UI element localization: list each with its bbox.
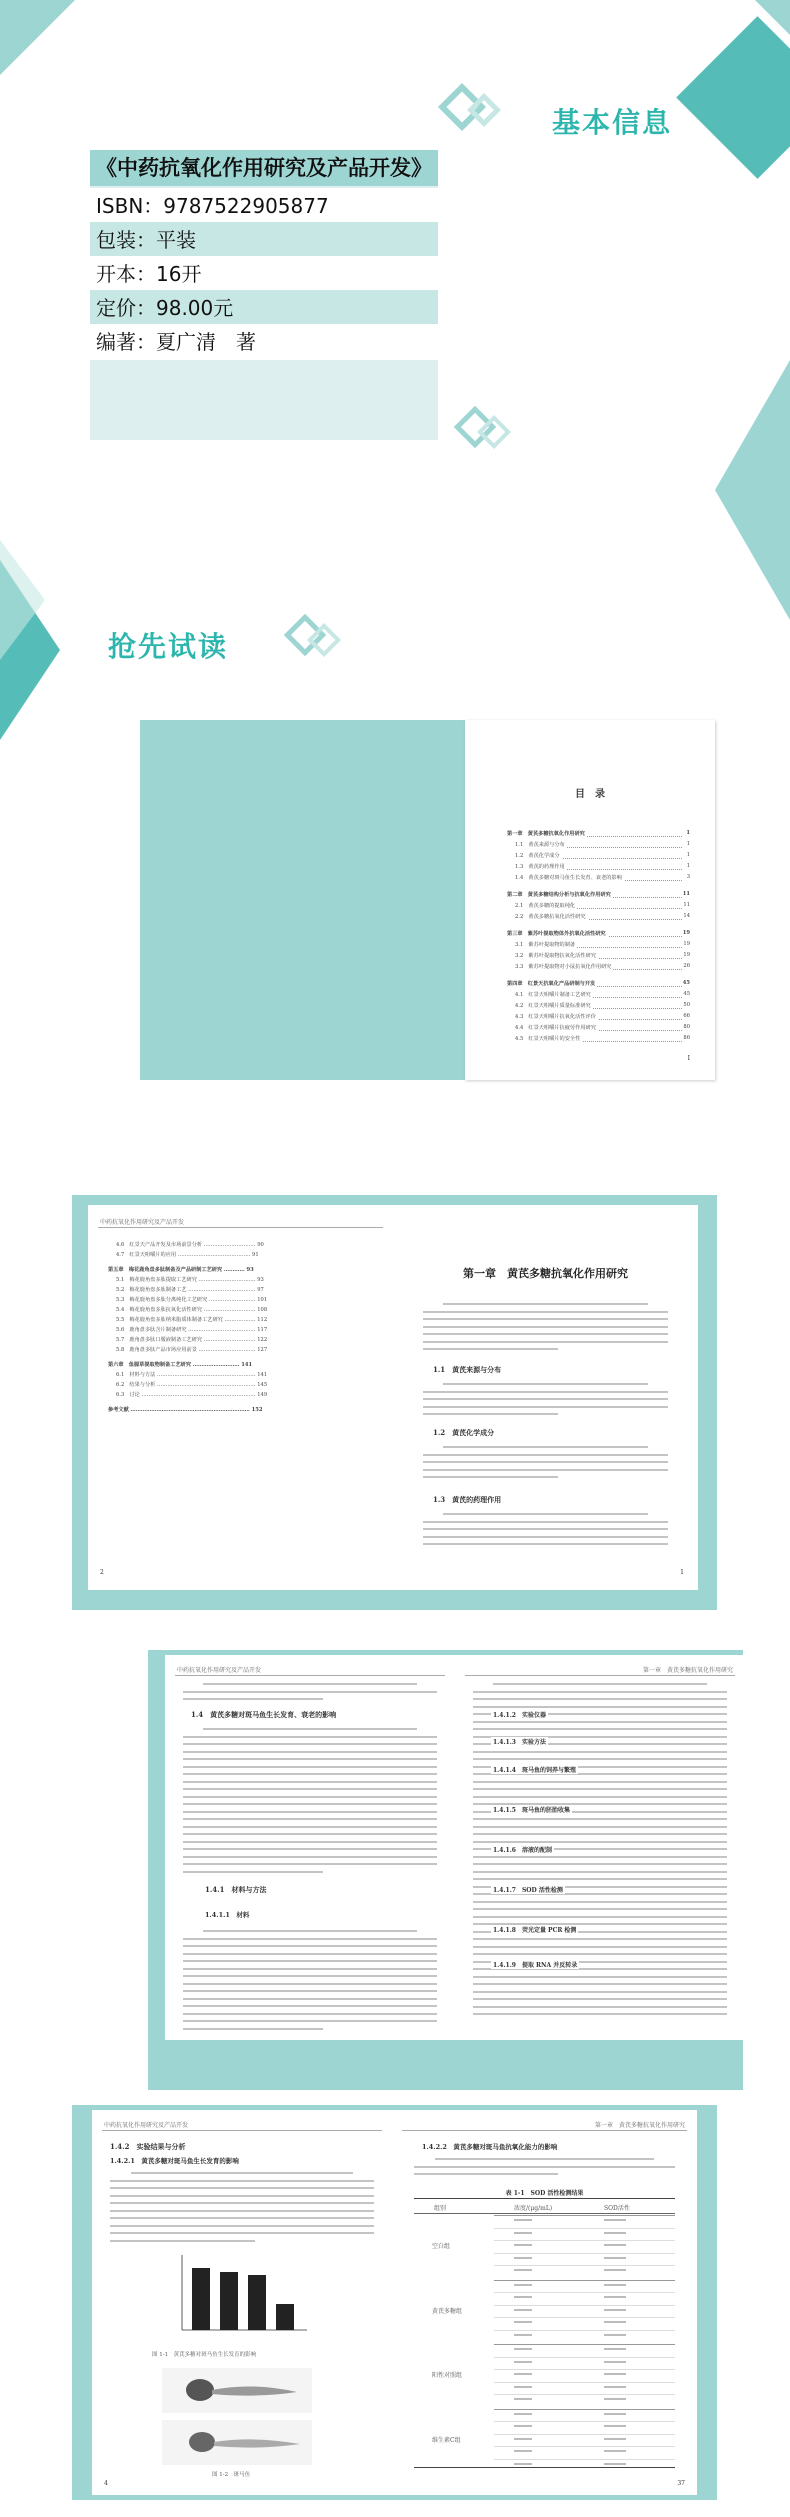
table-header-row (414, 2199, 675, 2214)
table-row (494, 2215, 675, 2227)
spread4-right-header: 第一章 黄芪多糖抗氧化作用研究 (594, 2122, 685, 2129)
text-line (473, 1826, 727, 1828)
text-line (183, 1848, 437, 1850)
toc-entry: 5.5 梅花鹿角盘多肽纳米脂质体制备工艺研究 ……………… 112 (116, 1317, 268, 1323)
text-line (473, 1796, 727, 1798)
toc-entry-page: 1 (686, 830, 690, 836)
toc-entry: 4.6 红景天产品开发及市场前景分析 ………………………… 90 (116, 1242, 264, 1248)
table-col: SOD活性 (604, 2205, 630, 2212)
toc-entry (507, 930, 690, 940)
table-row (494, 2240, 675, 2252)
text-line (423, 1398, 668, 1400)
text-line (183, 1938, 437, 1940)
text-line (183, 1863, 437, 1865)
text-line (473, 1833, 727, 1835)
text-line (183, 1945, 437, 1947)
toc-entry-page: 86 (683, 1035, 690, 1041)
toc-entry (515, 1024, 690, 1034)
text-line (473, 1856, 727, 1858)
chapter1-section-3: 1.3 黄芪的药理作用 (433, 1495, 502, 1504)
section-heading: 1.4.1.4 斑马鱼的饲养与繁殖 (493, 1767, 576, 1774)
text-line (473, 1998, 727, 2000)
spread4-left-page (92, 2110, 392, 2495)
text-line (183, 1818, 437, 1820)
toc-entry-label: 4.3 红景天咀嚼片抗氧化活性评价 (515, 1014, 596, 1020)
toc-entry-label: 4.5 红景天咀嚼片的安全性 (515, 1036, 581, 1042)
spread3-right-header: 第一章 黄芪多糖抗氧化作用研究 (642, 1667, 733, 1674)
table-row (494, 2253, 675, 2265)
text-line (473, 1976, 727, 1978)
text-line (423, 1348, 558, 1350)
toc-entry-page: 1 (686, 852, 690, 858)
text-line (473, 1991, 727, 1993)
toc-entry-label: 2.2 黄芪多糖抗氧化活性研究 (515, 914, 586, 920)
section-title-preview: 抢先试读 (108, 630, 229, 663)
toc-entry (515, 913, 690, 923)
toc-entry-label: 4.1 红景天咀嚼片制备工艺研究 (515, 992, 591, 998)
text-line (110, 2240, 255, 2242)
text-line (183, 2005, 437, 2007)
text-line (435, 2158, 654, 2160)
text-line (183, 1773, 437, 1775)
toc-entry-page: 14 (683, 913, 690, 919)
text-line (473, 1728, 727, 1730)
book-price: 定价：98.00元 (90, 290, 438, 326)
text-line (110, 2232, 374, 2234)
text-line (423, 1528, 668, 1530)
section-heading: 1.4.1.9 提取 RNA 并反转录 (493, 1962, 578, 1969)
toc-entry-label: 3.1 紫苏叶提取物的制备 (515, 942, 576, 948)
figure-caption: 图 1-2 斑马鱼 (212, 2472, 251, 2478)
toc-entry: 6.3 讨论 ………………………………………………………… 149 (116, 1392, 268, 1398)
spread4-right-page-num: 37 (677, 2480, 685, 2487)
section-heading: 1.4.2.2 黄芪多糖对斑马鱼抗氧化能力的影响 (422, 2143, 558, 2151)
text-line (183, 1841, 437, 1843)
text-line (110, 2187, 374, 2189)
toc-entry-label: 第四章 红景天抗氧化产品研制与开发 (507, 981, 596, 987)
toc-entry-page: 26 (683, 963, 690, 969)
text-line (183, 1788, 437, 1790)
text-line (473, 1946, 727, 1948)
text-line (423, 1311, 668, 1313)
table-col: 组别 (434, 2205, 447, 2212)
text-line (183, 1781, 437, 1783)
toc-entry-page: 66 (683, 1013, 690, 1019)
table-row (494, 2344, 675, 2356)
toc-entry-label: 第一章 黄芪多糖抗氧化作用研究 (507, 831, 585, 837)
text-line (183, 1990, 437, 1992)
text-line (423, 1413, 558, 1415)
toc-entry-page: 19 (682, 930, 690, 936)
table-row (494, 2409, 675, 2421)
toc-entry (515, 941, 690, 951)
spread4-left-header: 中药抗氧化作用研究及产品开发 (104, 2122, 189, 2129)
text-line (423, 1536, 668, 1538)
zebrafish-image-2 (162, 2420, 312, 2465)
text-line (423, 1333, 668, 1335)
toc-entry: 5.6 鹿角盘多肽含片制备研究 ………………………………… 117 (116, 1327, 268, 1333)
text-line (423, 1476, 558, 1478)
toc-entry: 5.3 梅花鹿角盘多肽分离纯化工艺研究 ……………………… 101 (116, 1297, 268, 1303)
text-line (183, 2028, 323, 2030)
toc-entry (515, 1002, 690, 1012)
text-line (473, 1878, 727, 1880)
toc-entry-label: 1.4 黄芪多糖对斑马鱼生长发育、衰老的影响 (515, 875, 622, 881)
text-line (183, 1691, 437, 1693)
section-heading: 1.4.1.1 材料 (205, 1911, 250, 1919)
text-line (183, 1975, 437, 1977)
text-line (473, 1788, 727, 1790)
chapter1-section-1: 1.1 黄芪来源与分布 (433, 1365, 502, 1374)
chart-bar (192, 2268, 210, 2330)
toc-entry-label: 2.1 黄芪多糖的提取纯化 (515, 903, 576, 909)
table-group-label: 阳性对照组 (432, 2372, 463, 2379)
text-line (183, 2013, 437, 2015)
toc-entry: 5.7 鹿角盘多肽口服液制备工艺研究 ………………………… 122 (116, 1337, 268, 1343)
text-line (423, 1406, 668, 1408)
text-line (473, 1908, 727, 1910)
text-line (414, 2173, 558, 2175)
text-line (473, 1818, 727, 1820)
table-row (494, 2280, 675, 2292)
left-triangle-mid-light (0, 540, 45, 660)
text-line (183, 1743, 437, 1745)
text-line (183, 1736, 437, 1738)
text-line (473, 1691, 727, 1693)
text-line (414, 2166, 675, 2168)
text-line (183, 1766, 437, 1768)
section-heading: 1.4.1.8 荧光定量 PCR 检测 (493, 1927, 577, 1934)
toc-entry (515, 902, 690, 912)
toc-page (465, 720, 715, 1080)
toc-entry-page: 45 (682, 980, 690, 986)
toc-entry-page: 19 (683, 941, 690, 947)
table-row (494, 2369, 675, 2381)
toc2-page-num: 2 (100, 1569, 104, 1576)
text-line (183, 2020, 437, 2022)
section-heading: 1.4.2.1 黄芪多糖对斑马鱼生长发育的影响 (110, 2157, 239, 2165)
text-line (183, 1871, 323, 1873)
text-line (423, 1461, 668, 1463)
toc-entry (515, 1013, 690, 1023)
table-title: 表 1-1 SOD 活性检测结果 (505, 2190, 584, 2197)
spread3-right-page (455, 1655, 745, 2040)
right-triangle-mid (715, 360, 790, 620)
toc-entry-label: 4.4 红景天咀嚼片抗疲劳作用研究 (515, 1025, 596, 1031)
text-line (183, 1960, 437, 1962)
text-line (183, 1983, 437, 1985)
text-line (473, 1983, 727, 1985)
text-line (473, 1871, 727, 1873)
data-table (414, 2198, 675, 2468)
text-line (131, 2172, 353, 2174)
chart-bar (220, 2272, 238, 2330)
text-line (110, 2202, 374, 2204)
text-line (183, 1796, 437, 1798)
zebrafish-image-1 (162, 2368, 312, 2413)
table-row (494, 2459, 675, 2471)
chapter1-page (393, 1205, 698, 1590)
text-line (423, 1391, 668, 1393)
table-row (494, 2394, 675, 2406)
section-heading: 1.4.1.5 斑马鱼的胚胎收集 (493, 1807, 570, 1814)
spread3-left-header: 中药抗氧化作用研究及产品开发 (177, 1667, 262, 1674)
text-line (110, 2195, 374, 2197)
toc2-page (88, 1205, 393, 1590)
toc-entry (515, 852, 690, 862)
text-line (110, 2210, 374, 2212)
toc-entry (515, 863, 690, 873)
chart-bar (248, 2275, 266, 2330)
text-line (203, 1930, 416, 1932)
text-line (423, 1318, 668, 1320)
book-isbn: ISBN：9787522905877 (90, 188, 438, 224)
chapter1-title: 第一章 黄芪多糖抗氧化作用研究 (463, 1267, 628, 1280)
text-line (473, 1863, 727, 1865)
text-line (423, 1326, 668, 1328)
section-heading: 1.4.1.3 实验方法 (493, 1739, 546, 1746)
toc-entry-label: 3.3 紫苏叶提取物对小鼠抗氧化作用研究 (515, 964, 612, 970)
toc-entry (515, 963, 690, 973)
book-title: 《中药抗氧化作用研究及产品开发》 (90, 150, 438, 186)
toc-entry (515, 841, 690, 851)
toc-entry-label: 1.3 黄芪的药理作用 (515, 864, 565, 870)
spread1-bg (140, 720, 465, 1080)
text-line (183, 1698, 323, 1700)
text-line (473, 1841, 727, 1843)
toc-entry-label: 3.2 紫苏叶提取物抗氧化活性研究 (515, 953, 596, 959)
table-col: 浓度/(μg/mL) (514, 2205, 553, 2212)
text-line (183, 1953, 437, 1955)
text-line (423, 1454, 668, 1456)
figure-caption: 图 1-1 黄芪多糖对斑马鱼生长发育的影响 (152, 2352, 257, 2358)
toc-entry-page: 11 (682, 891, 690, 897)
table-group-label: 空白组 (432, 2243, 451, 2250)
toc-entry-label: 第三章 紫苏叶提取物体外抗氧化活性研究 (507, 931, 606, 937)
table-group-label: 维生素C组 (432, 2436, 461, 2444)
table-row (494, 2265, 675, 2277)
text-line (473, 1938, 727, 1940)
text-line (110, 2180, 374, 2182)
toc-entry-page: 50 (683, 1002, 690, 1008)
chapter1-page-num: 1 (680, 1569, 684, 1576)
table-row (494, 2317, 675, 2329)
text-line (473, 1721, 727, 1723)
text-line (443, 1446, 649, 1448)
table-row (494, 2330, 675, 2342)
toc-entry (515, 991, 690, 1001)
section-heading: 1.4.1.7 SOD 活性检测 (493, 1887, 563, 1894)
text-line (183, 1998, 437, 2000)
corner-triangle-left (0, 0, 75, 75)
text-line (423, 1543, 668, 1545)
text-line (473, 2013, 727, 2015)
toc-entry: 5.2 梅花鹿角盘多肽制备工艺 ………………………………… 97 (116, 1287, 264, 1293)
toc-entry (507, 980, 690, 990)
chart-bar (276, 2304, 294, 2330)
book-binding: 包装：平装 (90, 222, 438, 258)
toc-entry-label: 1.1 黄芪来源与分布 (515, 842, 565, 848)
text-line (183, 1803, 437, 1805)
text-line (473, 1953, 727, 1955)
table-row (494, 2446, 675, 2458)
toc-entry-page: 1 (686, 863, 690, 869)
toc-entry: 4.7 红景天咀嚼片的应用 …………………………………… 91 (116, 1252, 259, 1258)
toc-entry: 5.8 鹿角盘多肽产品市场应用前景 …………………………… 127 (116, 1347, 268, 1353)
toc-entry: 6.1 材料与方法 ………………………………………………… 141 (116, 1372, 268, 1378)
toc-entry (515, 1035, 690, 1045)
toc-entry (515, 952, 690, 962)
toc-page-num: I (687, 1055, 690, 1062)
spread3-left-page (165, 1655, 455, 2040)
section-heading: 1.4.1 材料与方法 (205, 1885, 267, 1894)
text-line (443, 1303, 649, 1305)
text-line (183, 1758, 437, 1760)
text-line (183, 1833, 437, 1835)
text-line (473, 1781, 727, 1783)
toc-entry: 5.1 梅花鹿角盘多肽提取工艺研究 …………………………… 93 (116, 1277, 264, 1283)
text-line (473, 1916, 727, 1918)
section-heading: 1.4.1.2 实验仪器 (493, 1712, 546, 1719)
toc-entry-page: 11 (683, 902, 690, 908)
section-heading: 1.4.2 实验结果与分析 (110, 2142, 186, 2151)
chapter1-section-2: 1.2 黄芪化学成分 (433, 1428, 495, 1437)
text-line (423, 1469, 668, 1471)
toc-entry: 第六章 鱼腥草提取物制备工艺研究 ……………………… 141 (108, 1362, 253, 1368)
text-line (473, 1758, 727, 1760)
table-row (494, 2228, 675, 2240)
toc2-header: 中药抗氧化作用研究及产品开发 (100, 1219, 185, 1226)
toc-entry (515, 874, 690, 884)
text-line (473, 1706, 727, 1708)
text-line (443, 1513, 649, 1515)
text-line (443, 1383, 649, 1385)
table-row (494, 2382, 675, 2394)
text-line (110, 2217, 374, 2219)
toc-title: 目 录 (575, 789, 605, 800)
text-line (183, 1811, 437, 1813)
toc-entry-label: 1.2 黄芪化学成分 (515, 853, 560, 859)
section-title-info: 基本信息 (552, 106, 673, 139)
toc-entry: 6.2 结果与分析 ………………………………………………… 145 (116, 1382, 268, 1388)
table-row (494, 2357, 675, 2369)
table-row (494, 2434, 675, 2446)
text-line (110, 2225, 374, 2227)
toc-entry: 第五章 梅花鹿角盘多肽制备及产品研制工艺研究 ………… 93 (108, 1267, 254, 1273)
toc-entry-page: 3 (686, 874, 690, 880)
text-line (203, 1683, 416, 1685)
text-line (493, 1683, 706, 1685)
text-line (473, 1751, 727, 1753)
text-line (423, 1521, 668, 1523)
section-heading: 1.4 黄芪多糖对斑马鱼生长发育、衰老的影响 (191, 1710, 337, 1719)
deco-diamond-big (676, 16, 790, 179)
text-line (203, 1728, 416, 1730)
book-author: 编著：夏广清 著 (90, 324, 438, 360)
toc-entry-page: 19 (683, 952, 690, 958)
table-row (494, 2292, 675, 2304)
table-group-label: 黄芪多糖组 (432, 2307, 463, 2315)
text-line (183, 1968, 437, 1970)
section-heading: 1.4.1.6 溶液的配制 (493, 1847, 552, 1854)
spread4-right-page (392, 2110, 697, 2495)
toc-entry: 参考文献 …………………………………………………………… 152 (108, 1407, 263, 1413)
text-line (473, 1698, 727, 1700)
spread4-left-page-num: 4 (104, 2480, 108, 2487)
toc-entry-label: 4.2 红景天咀嚼片质量标准研究 (515, 1003, 591, 1009)
table-row (494, 2421, 675, 2433)
toc-entry-label: 第二章 黄芪多糖结构分析与抗氧化作用研究 (507, 892, 611, 898)
toc-entry (507, 891, 690, 901)
text-line (473, 1901, 727, 1903)
text-line (423, 1341, 668, 1343)
toc-entry: 5.4 梅花鹿角盘多肽抗氧化活性研究 ………………………… 108 (116, 1307, 268, 1313)
toc-entry-page: 45 (683, 991, 690, 997)
text-line (183, 1856, 437, 1858)
text-line (183, 1751, 437, 1753)
table-row (494, 2305, 675, 2317)
toc-entry-page: 1 (686, 841, 690, 847)
book-format: 开本：16开 (90, 256, 438, 292)
bar-chart-figure (162, 2250, 312, 2345)
toc-entry-page: 80 (683, 1024, 690, 1030)
text-line (473, 2006, 727, 2008)
toc-entry (507, 830, 690, 840)
text-line (183, 1826, 437, 1828)
